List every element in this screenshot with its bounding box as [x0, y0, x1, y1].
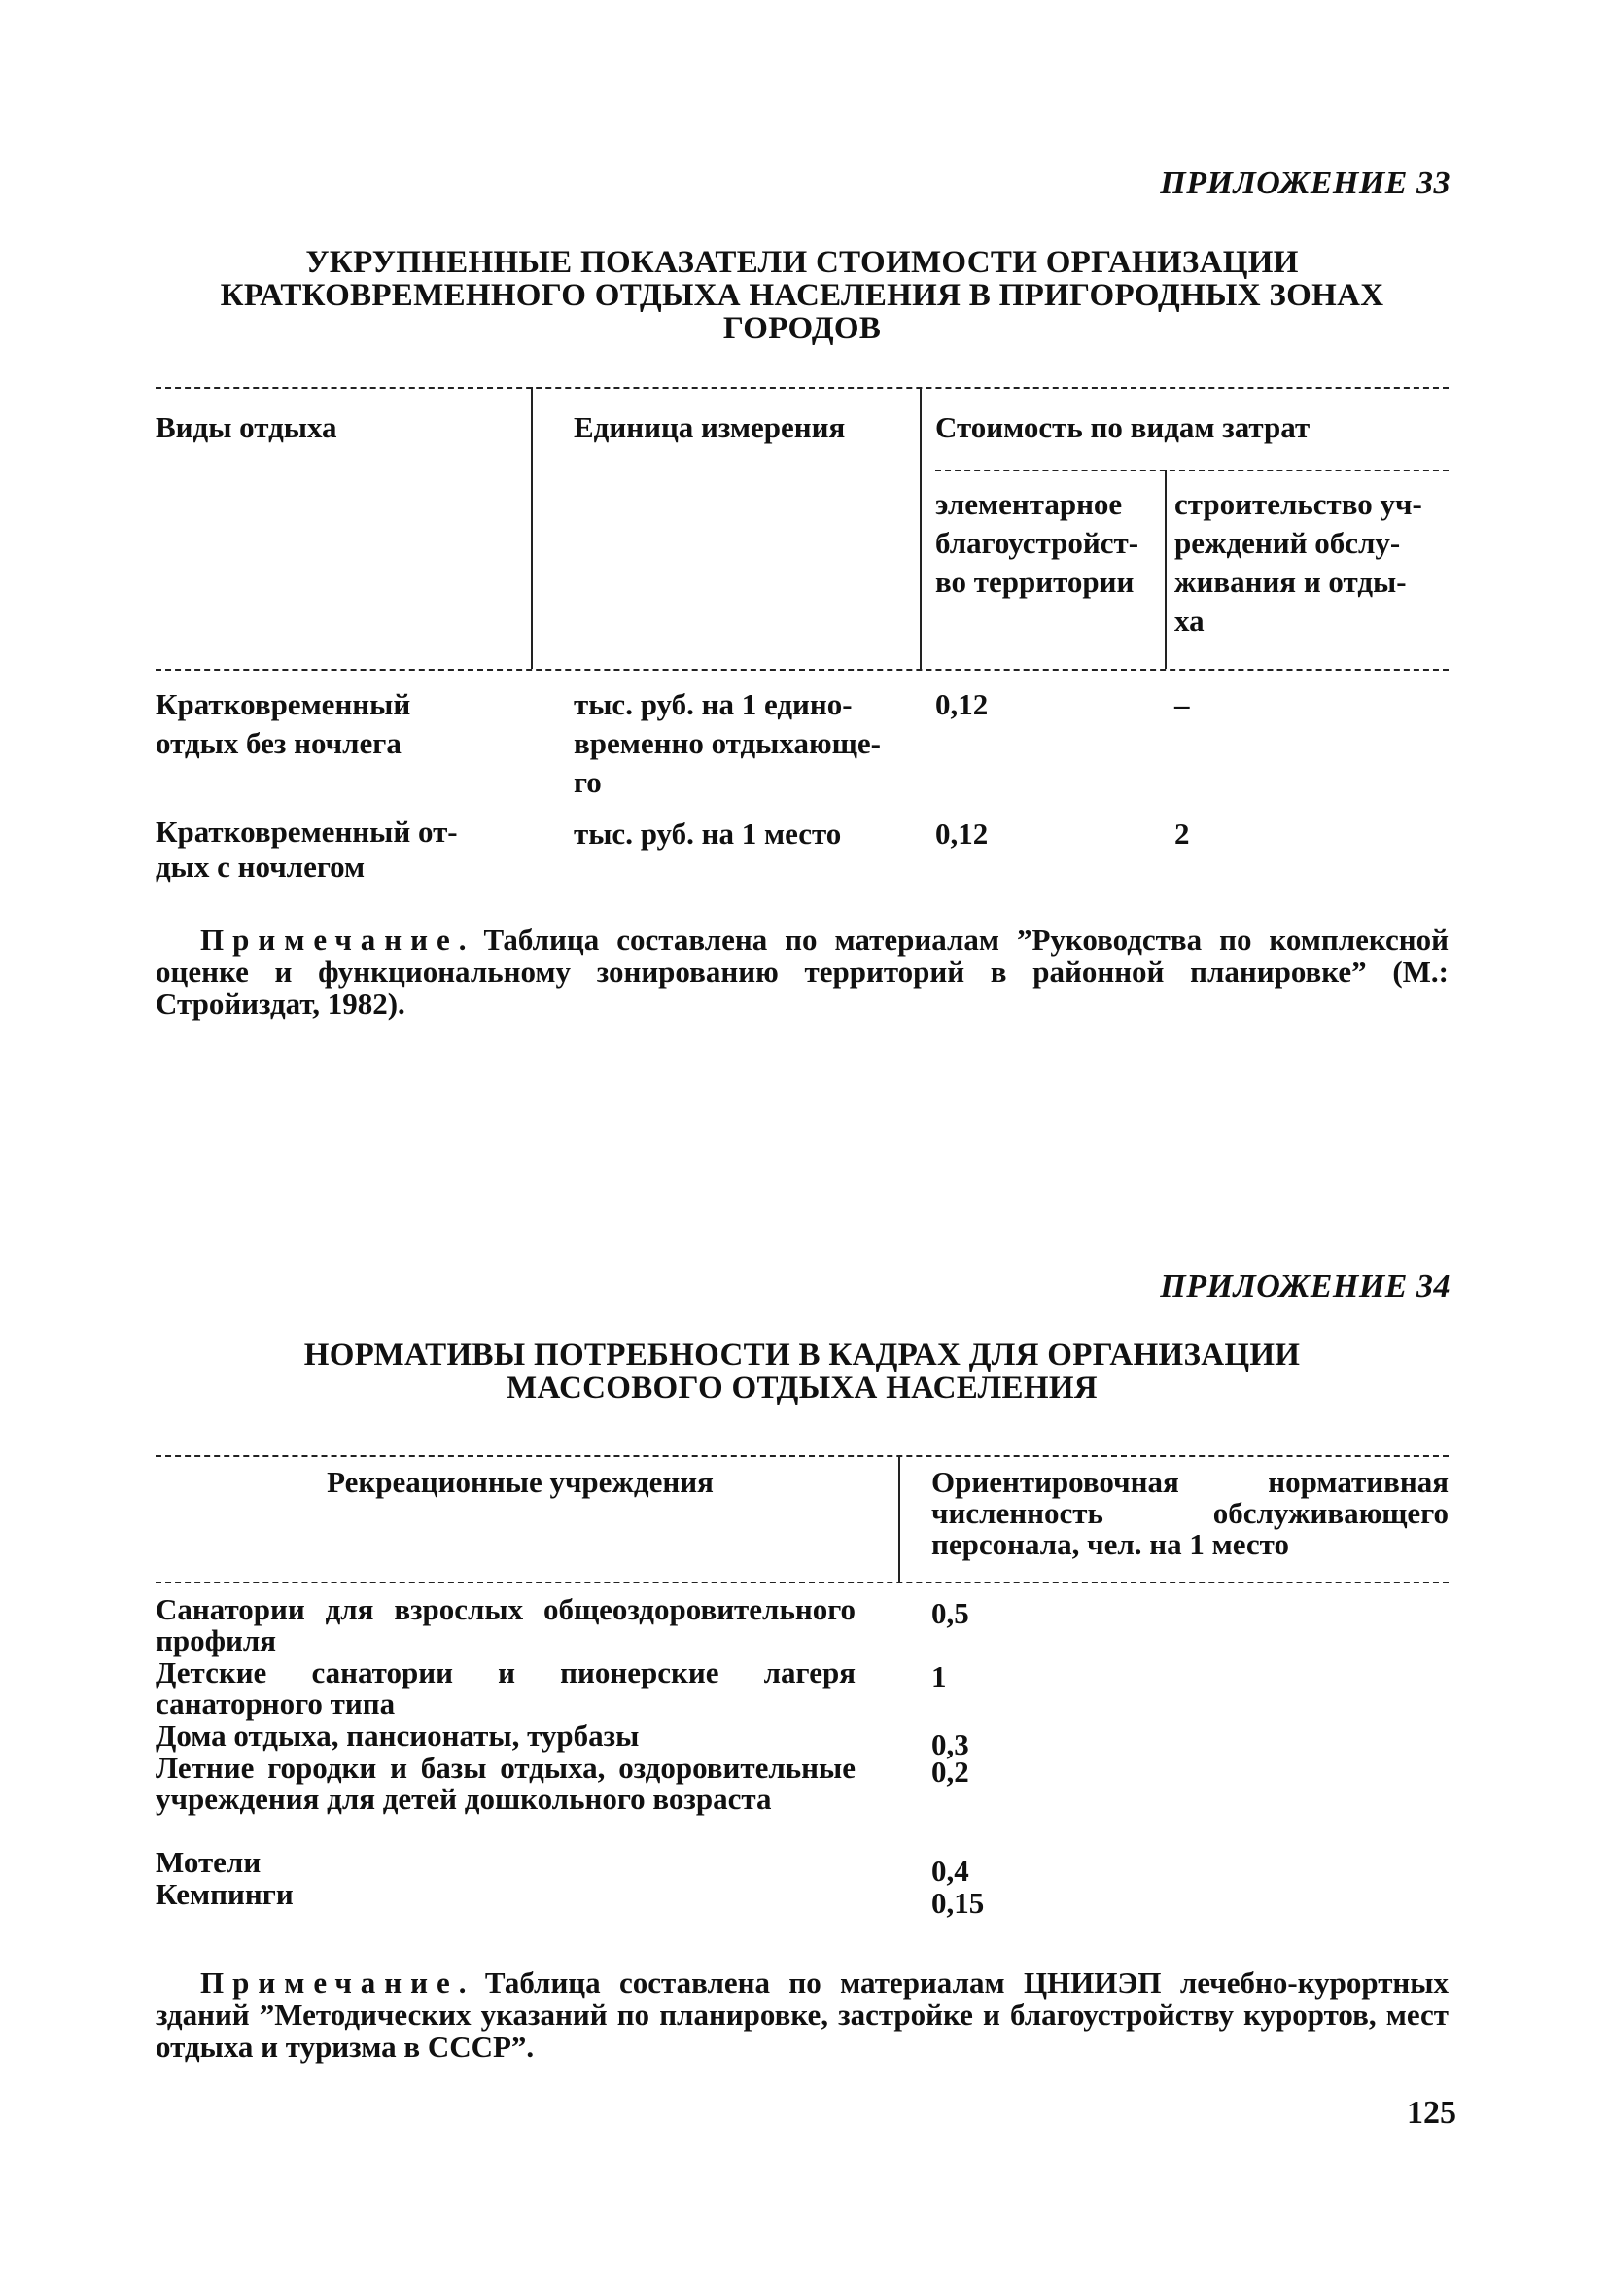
- table-row-construction: –: [1174, 687, 1190, 721]
- appendix-34-title: [146, 1339, 1458, 1405]
- table-row-unit: [574, 685, 881, 802]
- header-bottom-rule: [156, 1582, 1449, 1583]
- page-number: 125: [1407, 2095, 1456, 2131]
- header-construction: [1174, 485, 1451, 641]
- cell-line: го: [574, 765, 602, 799]
- table-row-name: Детские санатории и пионерские лагеря санаторного типа: [156, 1655, 856, 1721]
- header-line: реждений обслу-: [1174, 526, 1401, 560]
- note-text: . Таблица составлена по материалам ЦНИИЭП лечебно-курортных зданий ”Методических указаний по планировке, застройке и благоустройству курортов, мест отдыха и туризма в СССР”.: [156, 1966, 1449, 2064]
- cell-line: временно отдыхающе-: [574, 726, 881, 760]
- header-institutions: Рекреационные учреждения: [327, 1465, 714, 1499]
- header-territory: [935, 485, 1159, 602]
- table-row-name: Санатории для взрослых общеоздоровительного профиля: [156, 1592, 856, 1657]
- cell-line: тыс. руб. на 1 едино-: [574, 687, 853, 721]
- table-row-value: 1: [931, 1659, 947, 1693]
- header-staff: Ориентировочная нормативная численность обслуживающего персонала, чел. на 1 место: [931, 1465, 1449, 1561]
- header-unit: Единица измерения: [574, 410, 846, 444]
- header-line: во территории: [935, 565, 1135, 599]
- note-text: . Таблица составлена по материалам ”Руководства по комплексной оценке и функциональному зонированию территорий в районной планировке” (М.: Стройиздат, 1982).: [156, 922, 1449, 1021]
- table-33-note: [156, 923, 1449, 1020]
- table-row-type: [156, 685, 410, 763]
- header-types: Виды отдыха: [156, 410, 337, 444]
- header-line: благоустройст-: [935, 526, 1139, 560]
- column-divider: [898, 1455, 900, 1582]
- table-row-name: Дома отдыха, пансионаты, турбазы: [156, 1719, 640, 1753]
- table-row-territory: 0,12: [935, 817, 989, 851]
- title-line: УКРУПНЕННЫЕ ПОКАЗАТЕЛИ СТОИМОСТИ ОРГАНИЗАЦИИ: [305, 245, 1299, 280]
- title-line: КРАТКОВРЕМЕННОГО ОТДЫХА НАСЕЛЕНИЯ В ПРИГОРОДНЫХ ЗОНАХ: [220, 278, 1384, 313]
- table-row-name: Кемпинги: [156, 1877, 294, 1911]
- table-row-value: 0,15: [931, 1886, 985, 1920]
- header-line: ха: [1174, 604, 1205, 638]
- title-line: НОРМАТИВЫ ПОТРЕБНОСТИ В КАДРАХ ДЛЯ ОРГАНИЗАЦИИ: [303, 1338, 1301, 1373]
- table-row-unit: [574, 815, 841, 853]
- table-34-note: [156, 1966, 1449, 2063]
- title-line: МАССОВОГО ОТДЫХА НАСЕЛЕНИЯ: [507, 1371, 1098, 1406]
- table-row-name: Летние городки и базы отдыха, оздоровительные учреждения для детей дошкольного возраста: [156, 1751, 856, 1816]
- header-line: строительство уч-: [1174, 487, 1422, 521]
- cell-line: отдых без ночлега: [156, 726, 402, 760]
- table-row-value: 0,4: [931, 1854, 969, 1888]
- column-divider: [531, 387, 533, 669]
- table-top-rule: [156, 1455, 1449, 1457]
- header-bottom-rule: [156, 669, 1449, 671]
- subheader-rule: [935, 470, 1449, 471]
- header-cost-group: Стоимость по видам затрат: [935, 410, 1311, 444]
- cell-line: Кратковременный: [156, 687, 411, 721]
- table-row-type: [156, 815, 458, 885]
- table-row-value: 0,3: [931, 1727, 969, 1761]
- table-row-construction: 2: [1174, 817, 1190, 851]
- table-top-rule: [156, 387, 1449, 389]
- header-line: живания и отды-: [1174, 565, 1407, 599]
- table-row-value: 0,5: [931, 1596, 969, 1630]
- note-prefix: Примечание: [200, 1966, 459, 2000]
- table-row-name: Мотели: [156, 1845, 262, 1879]
- note-prefix: Примечание: [200, 922, 459, 957]
- table-row-territory: 0,12: [935, 687, 989, 721]
- column-divider: [920, 387, 922, 669]
- appendix-33-label: ПРИЛОЖЕНИЕ 33: [1160, 165, 1451, 201]
- cell-line: тыс. руб. на 1 место: [574, 817, 842, 851]
- cell-line: дых с ночлегом: [156, 850, 366, 884]
- subcolumn-divider: [1165, 470, 1167, 669]
- appendix-34-label: ПРИЛОЖЕНИЕ 34: [1160, 1269, 1451, 1305]
- title-line: ГОРОДОВ: [722, 311, 882, 346]
- appendix-33-title: [146, 246, 1458, 345]
- header-line: элементарное: [935, 487, 1123, 521]
- cell-line: Кратковременный от-: [156, 815, 458, 849]
- table-row-value: 0,2: [931, 1755, 969, 1789]
